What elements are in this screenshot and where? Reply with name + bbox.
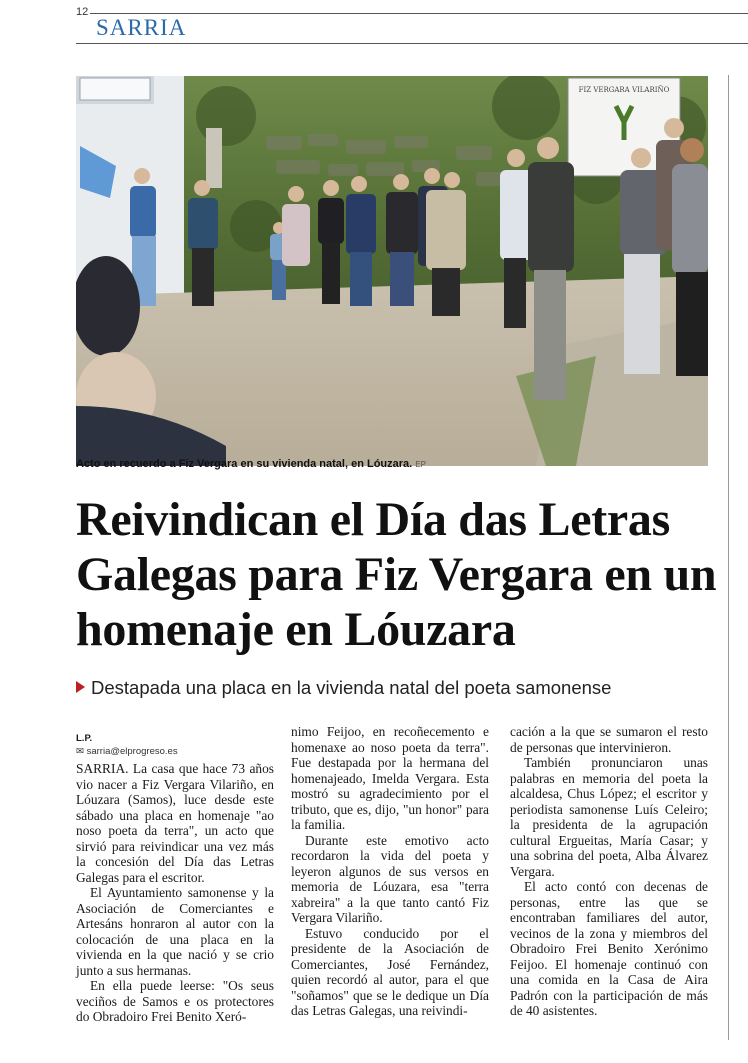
paragraph: El Ayuntamiento samonense y la Asociación de Comerciantes e Artesáns honraron al autor con la colocación de una placa en la vivienda en la que nació y se crio junto a sus hermanas. [76, 885, 274, 978]
email-text: sarria@elprogreso.es [86, 746, 178, 757]
paragraph: cación a la que se sumaron el resto de personas que intervinieron. [510, 724, 708, 755]
paragraph [76, 761, 274, 885]
paragraph: En ella puede leerse: "Os seus veciños de Samos e os protectores do Obradoiro Frei Benito Xeró- [76, 978, 274, 1024]
photo-credit: EP [415, 460, 426, 469]
photo-caption [76, 458, 708, 470]
paragraph: El acto contó con decenas de personas, entre las que se encontraban familiares del autor, vecinos de la zona y miembros del Obradoiro Frei Benito Xerónimo Feijoo. El homenaje continuó con una comida en la Casa de Aira Padrón con la participación de más de 40 asistentes. [510, 879, 708, 1018]
column-rule [728, 75, 729, 1040]
email-icon: ✉ [76, 746, 87, 757]
headline: Reivindican el Día das Letras Galegas para Fiz Vergara en un homenaje en Lóuzara [76, 493, 717, 656]
header-rule [90, 13, 748, 14]
article-column-1 [76, 724, 274, 1025]
author-email[interactable] [76, 745, 274, 758]
page-number: 12 [76, 6, 89, 18]
subhead-text: Destapada una placa en la vivienda natal del poeta samonense [91, 677, 612, 698]
paragraph-text: La casa que hace 73 años vio nacer a Fiz Vergara Vilariño, en Lóuzara (Samos), luce desde este sábado una placa en homenaje "ao noso poeta da terra", un acto que sirvió para reivindicar una vez más la concesión del Día das Letras Galegas para el escritor. [76, 761, 274, 885]
article-photo [76, 76, 708, 466]
dateline: SARRIA. [76, 761, 129, 776]
article-column-3 [510, 724, 708, 1019]
section-rule [76, 43, 748, 44]
byline: L.P. [76, 733, 93, 744]
caption-text: Acto en recuerdo a Fiz Vergara en su vivienda natal, en Lóuzara. [76, 458, 413, 470]
paragraph: Estuvo conducido por el presidente de la Asociación de Comerciantes, José Fernández, quien recordó al autor, para el que "soñamos" que se le dedique un Día das Letras Galegas, una reivindi- [291, 925, 489, 1018]
paragraph: nimo Feijoo, en recoñecemento e homenaxe ao noso poeta da terra". Fue destapada por la hermana del homenajeado, Imelda Vergara. Esta mostró su agradecimiento por el tributo, que es, dijo, "un honor" para la familia. [291, 724, 489, 832]
section-title: SARRIA [96, 15, 187, 40]
paragraph: Durante este emotivo acto recordaron la vida del poeta y leyeron algunos de sus versos en memoria de Lóuzara, esa "terra xabreira" a la que tanto cantó Fiz Vergara Vilariño. [291, 832, 489, 925]
article-column-2 [291, 724, 489, 1019]
paragraph: También pronunciaron unas palabras en memoria del poeta la alcaldesa, Chus López; el escritor y periodista samonense Luís Celeiro; la presidenta de la agrupación cultural Ergueitas, María Casar; y una sobrina del poeta, Alba Álvarez Vergara. [510, 755, 708, 879]
bullet-triangle-icon [76, 681, 85, 693]
sign-text: FIZ VERGARA VILARIÑO [578, 86, 670, 94]
subhead [76, 677, 726, 699]
